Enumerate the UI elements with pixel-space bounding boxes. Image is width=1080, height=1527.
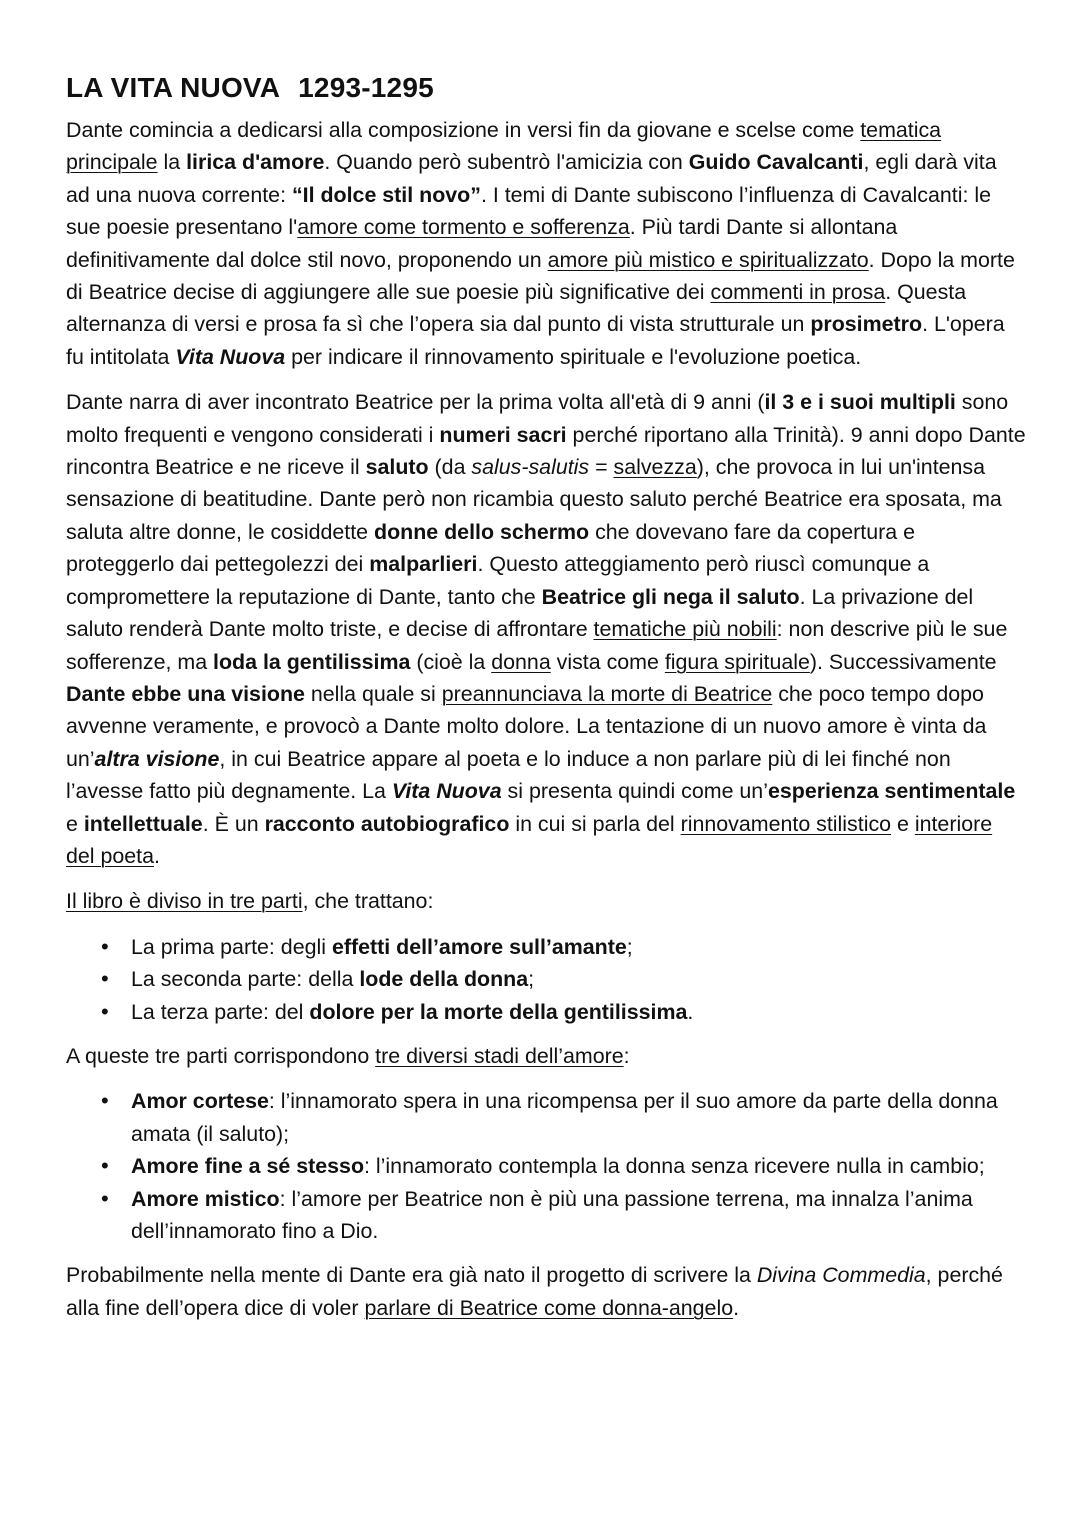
list-item: • Amore fine a sé stesso: l’innamorato contempla la donna senza ricevere nulla in cambio; xyxy=(131,1150,1026,1182)
paragraph-closing: Probabilmente nella mente di Dante era già nato il progetto di scrivere la Divina Commedia, perché alla fine dell’opera dice di voler parlare di Beatrice come donna-angelo. xyxy=(66,1263,1003,1320)
document-page xyxy=(66,68,1026,1337)
paragraph-stages-intro: A queste tre parti corrispondono tre diversi stadi dell’amore: xyxy=(66,1043,630,1068)
list-item: • La prima parte: degli effetti dell’amore sull’amante; xyxy=(131,931,1026,963)
paragraph-intro: Dante comincia a dedicarsi alla composizione in versi fin da giovane e scelse come tematica principale la lirica d'amore. Quando però subentrò l'amicizia con Guido Cavalcanti, egli darà vita ad una nuova corrente: “Il dolce stil novo”. I temi di Dante subiscono l’influenza di Cavalcanti: le sue poesie presentano l'amore come tormento e sofferenza. Più tardi Dante si allontana definitivamente dal dolce stil novo, proponendo un amore più mistico e spiritualizzato. Dopo la morte di Beatrice decise di aggiungere alle sue poesie più significative dei commenti in prosa. Questa alternanza di versi e prosa fa sì che l’opera sia dal punto di vista strutturale un prosimetro. L'opera fu intitolata Vita Nuova per indicare il rinnovamento spirituale e l'evoluzione poetica. xyxy=(66,118,1015,369)
title-years: 1293-1295 xyxy=(298,72,434,103)
title-main: LA VITA NUOVA xyxy=(66,72,281,103)
list-item: • Amore mistico: l’amore per Beatrice non è più una passione terrena, ma innalza l’anima dell’innamorato fino a Dio. xyxy=(131,1183,1026,1248)
parts-list xyxy=(66,931,1026,1028)
paragraph-parts-intro: Il libro è diviso in tre parti, che trattano: xyxy=(66,889,434,914)
stages-list xyxy=(66,1085,1026,1247)
list-item: • La terza parte: del dolore per la morte della gentilissima. xyxy=(131,996,1026,1028)
list-item: • La seconda parte: della lode della donna; xyxy=(131,963,1026,995)
page-title xyxy=(66,68,1026,108)
paragraph-beatrice: Dante narra di aver incontrato Beatrice per la prima volta all'età di 9 anni (il 3 e i suoi multipli sono molto frequenti e vengono considerati i numeri sacri perché riportano alla Trinità). 9 anni dopo Dante rincontra Beatrice e ne riceve il saluto (da salus-salutis = salvezza), che provoca in lui un'intensa sensazione di beatitudine. Dante però non ricambia questo saluto perché Beatrice era sposata, ma saluta altre donne, le cosiddette donne dello schermo che dovevano fare da copertura e proteggerlo dai pettegolezzi dei malparlieri. Questo atteggiamento però riuscì comunque a compromettere la reputazione di Dante, tanto che Beatrice gli nega il saluto. La privazione del saluto renderà Dante molto triste, e decise di affrontare tematiche più nobili: non descrive più le sue sofferenze, ma loda la gentilissima (cioè la donna vista come figura spirituale). Successivamente Dante ebbe una visione nella quale si preannunciava la morte di Beatrice che poco tempo dopo avvenne veramente, e provocò a Dante molto dolore. La tentazione di un nuovo amore è vinta da un’altra visione, in cui Beatrice appare al poeta e lo induce a non parlare più di lei finché non l’avesse fatto più degnamente. La Vita Nuova si presenta quindi come un’esperienza sentimentale e intellettuale. È un racconto autobiografico in cui si parla del rinnovamento stilistico e interiore del poeta. xyxy=(66,390,1026,868)
list-item: • Amor cortese: l’innamorato spera in una ricompensa per il suo amore da parte della donna amata (il saluto); xyxy=(131,1085,1026,1150)
